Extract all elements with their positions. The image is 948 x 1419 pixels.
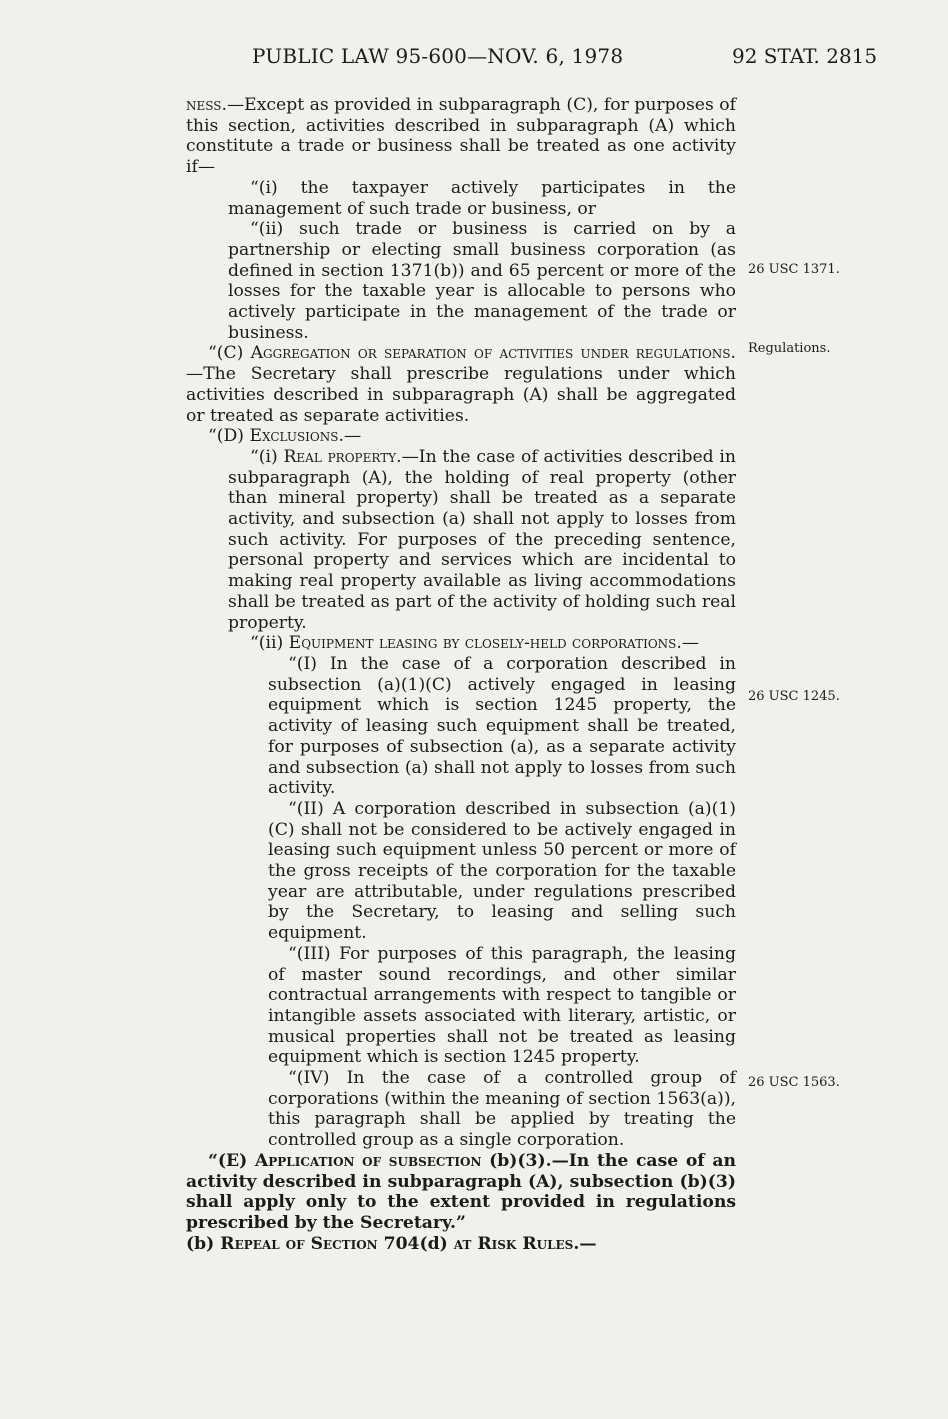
- subparagraph-e-prefix: “(E): [208, 1150, 255, 1171]
- subsection-b-heading: [186, 1234, 736, 1255]
- clause-d-ii-equipment-leasing: [186, 633, 736, 654]
- statute-body: [186, 95, 736, 1254]
- heading-fragment: ness.: [186, 95, 227, 115]
- subparagraph-c-text: —The Secretary shall prescribe regulations under which activities described in subparagraph (A) shall be aggregated or treated as separate activities.: [186, 364, 736, 426]
- clause-d-i-text: —In the case of activities described in subparagraph (A), the holding of real property (other than mineral property) shall be treated as a separate activity, and subsection (a) shall not apply to losses from such activity. For purposes of the preceding sentence, personal property and services which are incidental to making real property available as living accommodations shall be treated as part of the activity of holding such real property.: [228, 446, 736, 633]
- clause-d-i-prefix: “(i): [250, 446, 284, 467]
- subclause-IV: “(IV) In the case of a controlled group of corporations (within the meaning of section 1563(a)), this paragraph shall be applied by treating the controlled group as a single corporation.: [268, 1068, 736, 1151]
- subparagraph-c-prefix: “(C): [208, 343, 251, 364]
- subparagraph-e: [186, 1151, 736, 1234]
- subparagraph-d-heading: Exclusions.: [249, 426, 344, 447]
- clause-ii-partnership: “(ii) such trade or business is carried on by a partnership or electing small business corporation (as defined in section 1371(b)) and 65 percent or more of the losses for the taxable year is allocable to persons who actively participate in the management of the trade or business.: [228, 219, 736, 343]
- margin-note-usc-1563: 26 USC 1563.: [748, 1075, 840, 1090]
- subparagraph-d: [186, 426, 736, 447]
- margin-note-regulations: Regulations.: [748, 341, 831, 356]
- subparagraph-c: [186, 343, 736, 426]
- subsection-b-heading-part2: at Risk Rules.: [453, 1233, 580, 1254]
- page-header-stat: 92 STAT. 2815: [732, 44, 878, 68]
- subparagraph-e-text: (b)(3).—In the case of an activity described in subparagraph (A), subsection (b)(3) shall apply only to the extent provided in regulations prescribed by the Secretary.”: [186, 1150, 736, 1233]
- paragraph-business-activities: [186, 95, 736, 178]
- clause-d-ii-heading: Equipment leasing by closely-held corporations.: [288, 633, 682, 654]
- clause-i-participation: “(i) the taxpayer actively participates in the management of such trade or business, or: [228, 177, 736, 219]
- clause-d-i-real-property: [186, 447, 736, 633]
- margin-note-usc-1371: 26 USC 1371.: [748, 262, 840, 277]
- clause-d-i-heading: Real property.: [283, 446, 402, 467]
- subclause-III: “(III) For purposes of this paragraph, the leasing of master sound recordings, and other similar contractual arrangements with respect to tangible or intangible assets associated with literary, artistic, or musical properties shall not be treated as leasing equipment which is section 1245 property.: [268, 943, 736, 1068]
- margin-note-usc-1245: 26 USC 1245.: [748, 689, 840, 704]
- subparagraph-d-prefix: “(D): [208, 426, 250, 447]
- subsection-b-heading-part1: Repeal of Section: [220, 1233, 378, 1254]
- clause-d-ii-prefix: “(ii): [250, 633, 289, 654]
- subparagraph-d-dash: —: [343, 426, 362, 447]
- subclause-II: “(II) A corporation described in subsection (a)(1)(C) shall not be considered to be actively engaged in leasing such equipment unless 50 percent or more of the gross receipts of the corporation for the taxable year are attributable, under regulations prescribed by the Secretary, to leasing and selling such equipment.: [268, 798, 736, 944]
- subparagraph-c-heading: Aggregation or separation of activities under regulations.: [250, 343, 736, 364]
- page-header-title: PUBLIC LAW 95-600—NOV. 6, 1978: [252, 44, 624, 68]
- subparagraph-e-heading: Application of subsection: [254, 1150, 482, 1171]
- subsection-b-dash: —: [579, 1233, 597, 1254]
- subsection-b-number: 704(d): [377, 1233, 454, 1254]
- paragraph-text: —Except as provided in subparagraph (C), for purposes of this section, activities described in subparagraph (A) which constitute a trade or business shall be treated as one activity if—: [186, 95, 736, 178]
- subsection-b-prefix: (b): [186, 1233, 221, 1254]
- clause-d-ii-dash: —: [681, 633, 700, 654]
- subclause-I: “(I) In the case of a corporation described in subsection (a)(1)(C) actively engaged in leasing equipment which is section 1245 property, the activity of leasing such equipment shall be treated, for purposes of subsection (a), as a separate activity and subsection (a) shall not apply to losses from such activity.: [268, 653, 736, 799]
